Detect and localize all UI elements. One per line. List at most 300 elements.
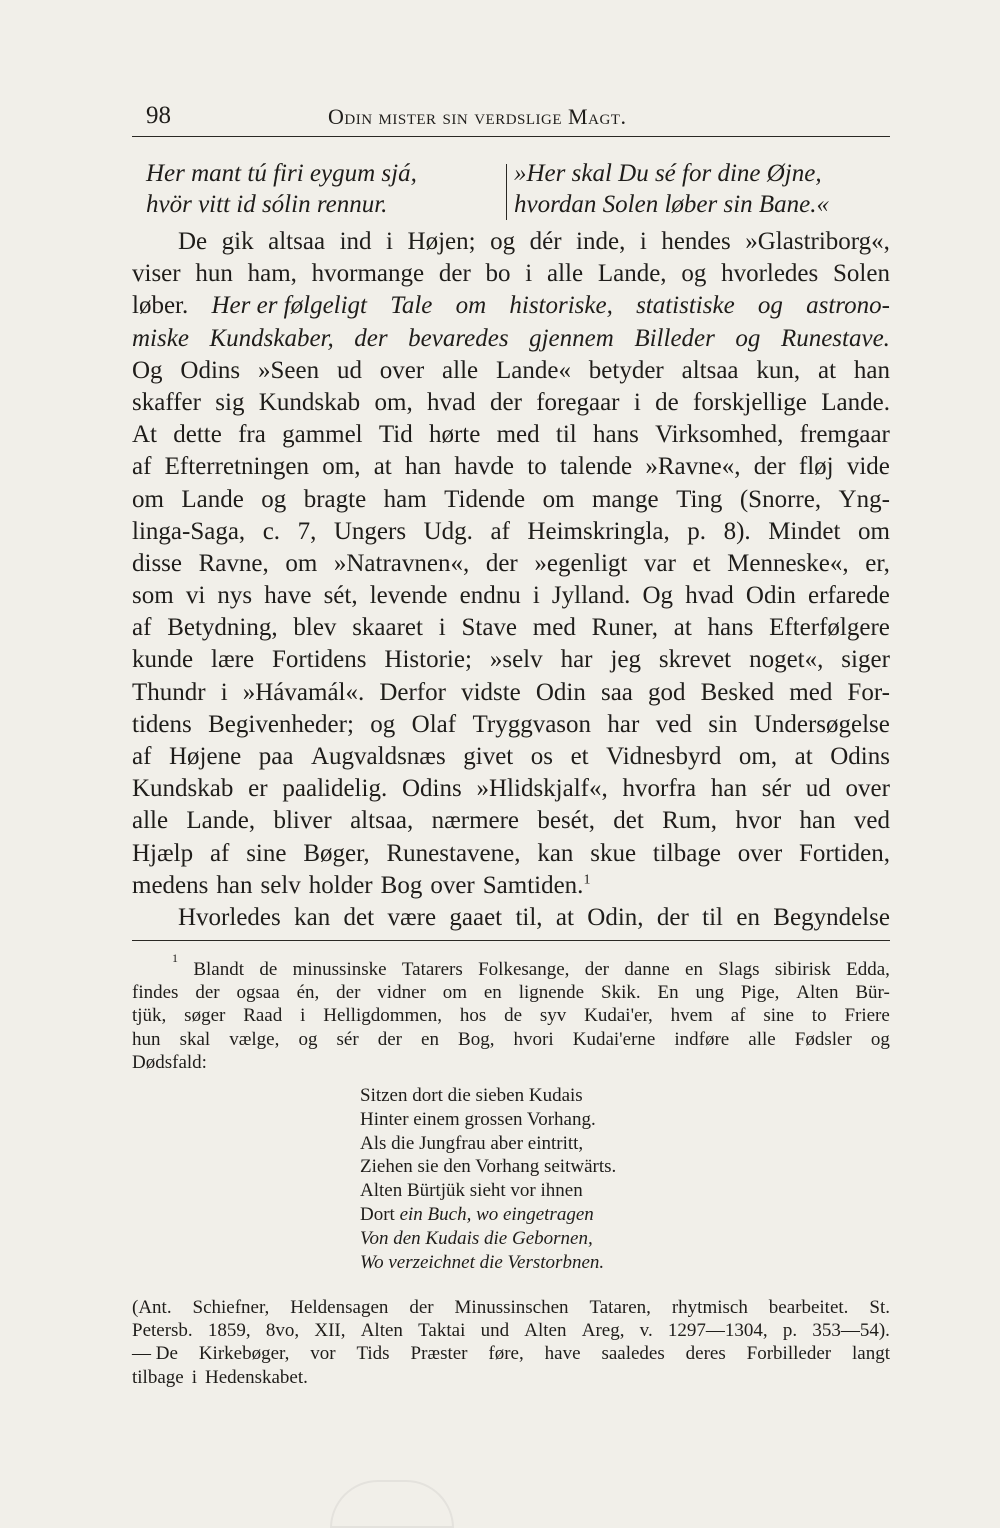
poem-line [360, 1227, 616, 1251]
word: god [647, 678, 686, 706]
word: der [354, 324, 388, 352]
word: XII, [314, 1320, 346, 1342]
word: hvad [685, 582, 734, 610]
word: Odins [401, 775, 462, 803]
text-line [132, 580, 890, 612]
word: tilbage [132, 1366, 184, 1388]
word: indføre [674, 1028, 730, 1050]
poem-text: Hinter einem grossen Vorhang. [360, 1108, 596, 1130]
word: Blandt [193, 959, 244, 980]
word: altsaa, [350, 807, 414, 835]
word: gammel [282, 421, 363, 449]
word: Tale [390, 292, 433, 320]
verse-line: Her mant tú firi eygum sjá, [146, 160, 417, 187]
word: der [409, 1297, 434, 1318]
word: »Natravnen«, [333, 549, 470, 577]
word: gik [221, 228, 254, 255]
word: levende [369, 582, 448, 610]
word: af [490, 517, 510, 545]
word: Rum, [662, 807, 718, 835]
word: og [735, 324, 761, 352]
word: Runestave. [780, 324, 890, 352]
word: hans [707, 614, 754, 642]
word: deres [685, 1343, 726, 1365]
word: Raad [243, 1005, 283, 1027]
footnote-citation [132, 1296, 890, 1389]
verse-divider [506, 164, 507, 220]
word: betyder [588, 356, 664, 384]
word: bliver [273, 807, 332, 835]
footnote-line [132, 951, 890, 981]
word: hvad [427, 388, 476, 416]
word: 353—54). [812, 1320, 890, 1342]
word: Heimskringla, [527, 517, 670, 545]
word: Thundr [132, 678, 206, 706]
word: bo [485, 260, 511, 288]
word: ung [695, 982, 724, 1004]
word: om [132, 485, 164, 513]
word: om, [738, 743, 778, 770]
word: »egenligt [534, 549, 628, 577]
word: af [132, 614, 152, 642]
word: holder [308, 871, 373, 899]
word: »Ravne«, [645, 453, 741, 481]
word: St. [869, 1297, 890, 1318]
footnote-line [132, 981, 890, 1004]
word: hun [195, 260, 233, 288]
word: ud [336, 356, 362, 384]
word: og [298, 1028, 318, 1050]
word: sine [763, 1005, 794, 1027]
word: om [455, 292, 487, 320]
word: Kirkebøger, [198, 1343, 290, 1365]
word: Begyndelse [773, 903, 890, 931]
word: to [527, 453, 547, 481]
word: altsaa [268, 228, 326, 255]
word: En [657, 982, 679, 1004]
word: givet [463, 743, 514, 770]
word: inde, [576, 228, 626, 255]
word: tjük, [132, 1005, 167, 1027]
word: 8). [723, 517, 751, 545]
word: de [259, 959, 278, 980]
word: om [542, 485, 575, 513]
word: Runestavene, [386, 839, 521, 867]
word: de [655, 388, 679, 416]
word: der [195, 982, 220, 1004]
word: hvor [735, 807, 782, 835]
word: Alten [796, 982, 839, 1004]
word: i [639, 228, 647, 255]
word: de [504, 1005, 523, 1027]
word: Kundskaber, [209, 324, 334, 352]
footnote-mark: 1 [172, 951, 178, 965]
word: talende [559, 453, 633, 481]
word: Kundskab [258, 388, 361, 416]
word: kan [294, 903, 331, 931]
word: løber. [132, 292, 189, 320]
citation-line [132, 1342, 890, 1365]
verse-quotation [132, 158, 890, 222]
word: om [285, 549, 318, 577]
word: hvorledes [721, 260, 819, 288]
word: altsaa [681, 356, 739, 384]
word: Menneske«, [727, 549, 849, 577]
word: Lande, [597, 260, 667, 288]
word: Dødsfald: [132, 1051, 207, 1073]
word: skue [590, 839, 637, 867]
word: siger [841, 646, 890, 674]
text-line [132, 226, 890, 258]
word: mange [591, 485, 659, 513]
word: Petersb. [132, 1320, 193, 1342]
word: Bøger, [303, 839, 370, 867]
word: »Hávamál«. [242, 678, 365, 706]
word: han [799, 807, 836, 835]
word: Mindet [768, 517, 841, 545]
word: over [430, 871, 475, 899]
word: han [853, 356, 890, 384]
word: vidner [377, 982, 426, 1004]
word: foregaar [536, 388, 620, 416]
word: fra [238, 421, 266, 449]
word: er, [865, 549, 890, 577]
word: Udg. [423, 517, 473, 545]
word: og [490, 228, 516, 255]
word: være [387, 903, 437, 931]
word: astrono- [806, 292, 890, 320]
text-line [132, 838, 890, 870]
word: selv [260, 871, 301, 899]
word: om, [322, 453, 361, 481]
word: ind [339, 228, 372, 255]
word: med [789, 678, 833, 706]
word: Yng- [838, 485, 890, 513]
word: Vidnesbyrd [606, 743, 722, 770]
word: af [209, 839, 230, 867]
word: Og [132, 356, 163, 384]
word: og [370, 710, 396, 738]
poem-text: ein Buch, wo eingetragen [399, 1203, 594, 1225]
word: hvori [513, 1028, 554, 1050]
word: Edda, [846, 959, 890, 980]
word: Fødsler [794, 1028, 852, 1050]
word: noget«, [749, 646, 824, 674]
word: der [336, 982, 361, 1004]
word: hendes [661, 228, 731, 255]
word: (Snorre, [739, 485, 822, 513]
word: Pige, [740, 982, 780, 1004]
word: hans [592, 421, 639, 449]
word: Lande, [186, 807, 256, 835]
word: om [857, 517, 890, 545]
word: har [560, 646, 593, 674]
word: minussinske [292, 959, 387, 980]
word: have [544, 1343, 581, 1365]
word: Tryggvason [472, 710, 592, 738]
word: Kudai'er, [584, 1005, 653, 1027]
word: Her er følgeligt [211, 292, 367, 320]
word: til [702, 903, 723, 931]
word: der [438, 260, 471, 288]
word: i [633, 388, 641, 416]
poem-line [360, 1203, 616, 1227]
word: dette [173, 421, 222, 449]
word: han [710, 775, 747, 803]
word: et [692, 549, 711, 577]
word: sibirisk [774, 959, 831, 980]
word: Areg, [581, 1320, 625, 1342]
poem-text: Sitzen dort die sieben Kudais [360, 1085, 583, 1106]
text-line [132, 644, 890, 676]
text-line [132, 355, 890, 387]
word: Taktai [418, 1320, 466, 1342]
word: langt [852, 1343, 890, 1365]
word: skrevet [658, 646, 732, 674]
word: det [613, 807, 644, 835]
word: endnu [459, 582, 521, 610]
word: nærmere [431, 807, 520, 835]
word: »selv [489, 646, 543, 674]
word: viser [132, 260, 181, 288]
text-line [132, 451, 890, 483]
word: Tids [356, 1343, 390, 1365]
word: en [736, 903, 760, 931]
word: at [817, 356, 837, 384]
word: Derfor [379, 678, 446, 706]
word: Historie; [384, 646, 472, 674]
word: 1297—1304, [667, 1320, 768, 1342]
word: v. [639, 1320, 653, 1342]
word: sig [215, 388, 245, 416]
verse-line: hvordan Solen løber sin Bane.« [514, 191, 830, 218]
word: vor [310, 1343, 336, 1365]
text-line [132, 484, 890, 516]
word: Hvorledes [178, 903, 281, 931]
word: Skik. [601, 982, 641, 1004]
body-text [132, 226, 890, 934]
word: føre, [488, 1343, 524, 1365]
word: Højen; [407, 228, 476, 255]
word: gjennem [529, 324, 614, 352]
verse-line: hvör vitt id sólin rennur. [146, 191, 388, 218]
poem-line [360, 1251, 616, 1275]
word: Præster [410, 1343, 468, 1365]
word: skaffer [132, 388, 201, 416]
word: hvem [670, 1005, 713, 1027]
text-line [132, 258, 890, 290]
word: erfarede [808, 582, 890, 610]
footnote-line [132, 1004, 890, 1027]
word: c. [262, 517, 281, 545]
word: Undersøgelse [753, 710, 890, 738]
word: Augvaldsnæs [310, 743, 446, 770]
word: Efterfølgere [769, 614, 890, 642]
footnote-rule [132, 940, 890, 941]
word: ham [383, 485, 427, 513]
word: Efterretningen [164, 453, 310, 481]
word: Forbilleder [746, 1343, 832, 1365]
poem-line [360, 1155, 616, 1179]
word: over [379, 356, 425, 384]
word: med [532, 614, 576, 642]
word: af [730, 1005, 746, 1027]
text-line [132, 323, 890, 355]
word: Odin [745, 582, 796, 610]
word: dér [529, 228, 562, 255]
word: lignende [518, 982, 585, 1004]
word: Hjælp [132, 839, 194, 867]
word: linga-Saga, [132, 517, 246, 545]
word: Odins [830, 743, 890, 770]
word: paalidelig. [282, 775, 388, 803]
word: var [643, 549, 676, 577]
word: Runer, [591, 614, 658, 642]
word: hvormange [311, 260, 425, 288]
word: sét, [323, 582, 358, 610]
verse-original [146, 158, 417, 220]
text-line [132, 709, 890, 741]
word: jeg [610, 646, 641, 674]
word: Og [642, 582, 674, 610]
word: han [404, 453, 442, 481]
footnote [132, 951, 890, 1074]
word: kan [537, 839, 574, 867]
word: Højene [168, 743, 242, 770]
word: De [178, 228, 208, 255]
word: Ungers [333, 517, 407, 545]
word: nys [217, 582, 253, 610]
word: und [480, 1320, 510, 1342]
word: Odin [535, 678, 586, 706]
word: Schiefner, [192, 1297, 270, 1318]
word: der [753, 453, 786, 481]
word: ogsaa [236, 982, 280, 1004]
poem-line [360, 1132, 616, 1156]
text-line [132, 677, 890, 709]
word: Fortiden, [799, 839, 890, 867]
footnote-line [132, 1028, 890, 1051]
text-line [132, 902, 890, 934]
word: at [555, 903, 574, 931]
word: Fortidens [272, 646, 367, 674]
word: 8vo, [265, 1320, 300, 1342]
word: historiske, [509, 292, 613, 320]
footnote-reference[interactable]: 1 [583, 872, 591, 888]
word: om [442, 982, 467, 1004]
word: at [673, 614, 692, 642]
word: — De [132, 1343, 178, 1365]
word: p. [782, 1320, 798, 1342]
word: ud [805, 775, 831, 803]
word: Lande [181, 485, 244, 513]
word: Stave [461, 614, 518, 642]
word: Lande. [821, 388, 890, 416]
word: Lande« [495, 356, 571, 384]
running-head [132, 100, 890, 140]
word: et [570, 743, 589, 770]
word: Solen [833, 260, 890, 288]
word: Billeder [634, 324, 715, 352]
word: alle [547, 260, 584, 288]
text-line [132, 290, 890, 322]
word: i [300, 1005, 306, 1027]
verse-translation [514, 158, 829, 220]
word: sér [761, 775, 791, 803]
word: der [489, 388, 522, 416]
header-rule [132, 136, 890, 137]
word: alle [748, 1028, 776, 1050]
word: sine [246, 839, 287, 867]
word: saa [600, 678, 633, 706]
word: der [656, 903, 689, 931]
word: Hedenskabet. [204, 1366, 308, 1388]
word: at [794, 743, 813, 770]
word: som [132, 582, 174, 610]
word: Begivenheder; [208, 710, 354, 738]
word: Bog [380, 871, 423, 899]
page-number: 98 [146, 102, 171, 129]
word: Jylland. [551, 582, 631, 610]
word: der [377, 1028, 402, 1050]
poem-prefix: Dort [360, 1203, 400, 1225]
word: Olaf [411, 710, 457, 738]
word: vidste [461, 678, 521, 706]
word: i [438, 614, 446, 642]
word: Tidende [444, 485, 526, 513]
poem-line [360, 1084, 616, 1108]
word: i [191, 1366, 197, 1388]
word: (Ant. [132, 1297, 172, 1318]
word: om, [374, 388, 413, 416]
word: paa [258, 743, 294, 770]
word: Besked [700, 678, 775, 706]
citation-line [132, 1296, 890, 1319]
poem-text: Alten Bürtjük sieht vor ihnen [360, 1180, 583, 1202]
word: bragte [303, 485, 367, 513]
word: det [343, 903, 375, 931]
word: tidens [132, 710, 192, 738]
word: at [373, 453, 392, 481]
word: gaaet [449, 903, 503, 931]
word: Kundskab [132, 775, 234, 803]
word: skaaret [352, 614, 423, 642]
poem-line [360, 1179, 616, 1203]
word: Bog, [458, 1028, 495, 1050]
text-line [132, 419, 890, 451]
word: han [216, 871, 253, 899]
library-stamp-smudge [330, 1480, 454, 1528]
word: hos [459, 1005, 487, 1027]
word: Helligdommen, [323, 1005, 442, 1027]
running-title: Odin mister sin verdslige Magt. [328, 104, 627, 129]
word: og [681, 260, 707, 288]
word: danne [624, 959, 670, 980]
word: Tataren, [589, 1297, 651, 1318]
word: kun, [756, 356, 801, 384]
word: Alten [360, 1320, 403, 1342]
word: statistiske [636, 292, 735, 320]
word: vi [185, 582, 206, 610]
word: er [248, 775, 268, 803]
word: bevaredes [408, 324, 509, 352]
word: Bür- [855, 982, 890, 1004]
word: sér [336, 1028, 359, 1050]
text-line [132, 741, 890, 773]
word: bearbeitet. [768, 1297, 849, 1318]
word: en [421, 1028, 439, 1050]
word: At [132, 421, 157, 449]
